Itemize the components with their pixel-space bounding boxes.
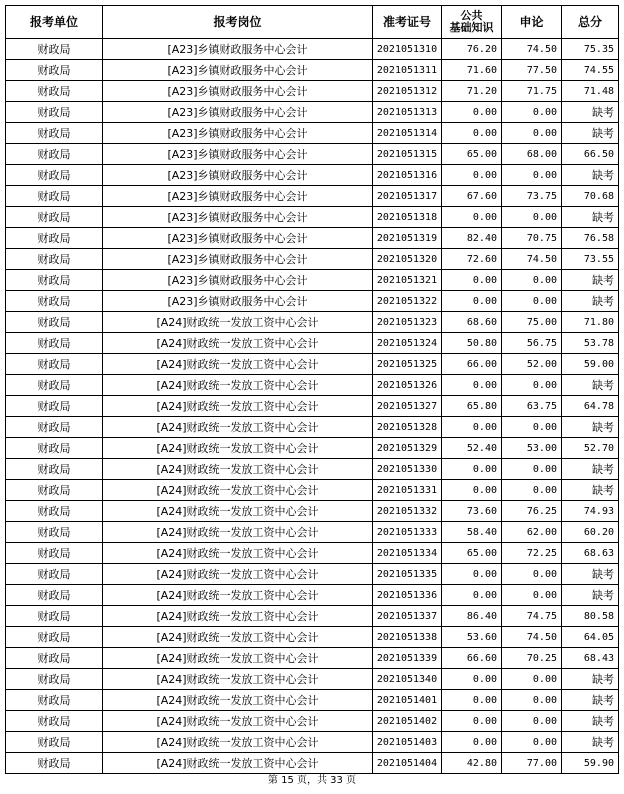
cell-exam-id: 2021051403: [373, 732, 442, 753]
cell-exam-id: 2021051329: [373, 438, 442, 459]
cell-post: [A24]财政统一发放工资中心会计: [103, 312, 373, 333]
table-row: [6, 606, 619, 627]
cell-post: [A24]财政统一发放工资中心会计: [103, 438, 373, 459]
cell-post: [A24]财政统一发放工资中心会计: [103, 690, 373, 711]
cell-exam-id: 2021051319: [373, 228, 442, 249]
cell-unit: 财政局: [6, 711, 103, 732]
cell-exam-id: 2021051324: [373, 333, 442, 354]
cell-unit: 财政局: [6, 123, 103, 144]
table-row: [6, 564, 619, 585]
cell-exam-id: 2021051314: [373, 123, 442, 144]
table-row: [6, 543, 619, 564]
cell-public-knowledge: 58.40: [442, 522, 502, 543]
cell-total: 71.48: [562, 81, 619, 102]
cell-total: 缺考: [562, 690, 619, 711]
table-row: [6, 711, 619, 732]
cell-unit: 财政局: [6, 459, 103, 480]
cell-unit: 财政局: [6, 186, 103, 207]
cell-public-knowledge: 52.40: [442, 438, 502, 459]
cell-essay: 63.75: [502, 396, 562, 417]
cell-unit: 财政局: [6, 207, 103, 228]
cell-unit: 财政局: [6, 606, 103, 627]
header-row: [6, 6, 619, 39]
cell-unit: 财政局: [6, 669, 103, 690]
cell-public-knowledge: 68.60: [442, 312, 502, 333]
table-row: [6, 249, 619, 270]
cell-exam-id: 2021051316: [373, 165, 442, 186]
cell-essay: 52.00: [502, 354, 562, 375]
table-row: [6, 627, 619, 648]
cell-post: [A24]财政统一发放工资中心会计: [103, 354, 373, 375]
cell-essay: 73.75: [502, 186, 562, 207]
cell-exam-id: 2021051332: [373, 501, 442, 522]
header-public-knowledge-line: 公共: [460, 9, 483, 22]
cell-total: 59.00: [562, 354, 619, 375]
cell-post: [A24]财政统一发放工资中心会计: [103, 606, 373, 627]
cell-total: 68.43: [562, 648, 619, 669]
cell-unit: 财政局: [6, 333, 103, 354]
cell-public-knowledge: 50.80: [442, 333, 502, 354]
cell-essay: 0.00: [502, 291, 562, 312]
cell-post: [A24]财政统一发放工资中心会计: [103, 585, 373, 606]
cell-unit: 财政局: [6, 81, 103, 102]
cell-unit: 财政局: [6, 228, 103, 249]
cell-exam-id: 2021051318: [373, 207, 442, 228]
table-row: [6, 354, 619, 375]
cell-essay: 0.00: [502, 417, 562, 438]
cell-public-knowledge: 42.80: [442, 753, 502, 774]
table-row: [6, 753, 619, 774]
cell-essay: 74.50: [502, 627, 562, 648]
cell-public-knowledge: 0.00: [442, 480, 502, 501]
cell-post: [A24]财政统一发放工资中心会计: [103, 417, 373, 438]
cell-total: 66.50: [562, 144, 619, 165]
cell-essay: 53.00: [502, 438, 562, 459]
cell-post: [A24]财政统一发放工资中心会计: [103, 648, 373, 669]
cell-post: [A23]乡镇财政服务中心会计: [103, 144, 373, 165]
cell-post: [A24]财政统一发放工资中心会计: [103, 753, 373, 774]
cell-total: 71.80: [562, 312, 619, 333]
table-row: [6, 438, 619, 459]
cell-unit: 财政局: [6, 627, 103, 648]
table-row: [6, 669, 619, 690]
cell-unit: 财政局: [6, 543, 103, 564]
cell-post: [A24]财政统一发放工资中心会计: [103, 501, 373, 522]
cell-public-knowledge: 0.00: [442, 270, 502, 291]
cell-unit: 财政局: [6, 249, 103, 270]
cell-essay: 74.50: [502, 249, 562, 270]
cell-essay: 0.00: [502, 123, 562, 144]
cell-exam-id: 2021051312: [373, 81, 442, 102]
table-row: [6, 375, 619, 396]
cell-total: 缺考: [562, 165, 619, 186]
cell-total: 59.90: [562, 753, 619, 774]
cell-essay: 74.50: [502, 39, 562, 60]
table-row: [6, 396, 619, 417]
cell-unit: 财政局: [6, 60, 103, 81]
table-row: [6, 459, 619, 480]
cell-post: [A24]财政统一发放工资中心会计: [103, 480, 373, 501]
cell-exam-id: 2021051330: [373, 459, 442, 480]
cell-total: 缺考: [562, 480, 619, 501]
cell-essay: 0.00: [502, 207, 562, 228]
cell-essay: 0.00: [502, 711, 562, 732]
table-row: [6, 480, 619, 501]
cell-public-knowledge: 0.00: [442, 417, 502, 438]
header-unit: 报考单位: [6, 6, 103, 39]
cell-essay: 0.00: [502, 564, 562, 585]
cell-unit: 财政局: [6, 354, 103, 375]
cell-exam-id: 2021051334: [373, 543, 442, 564]
table-row: [6, 522, 619, 543]
cell-essay: 70.75: [502, 228, 562, 249]
cell-total: 74.93: [562, 501, 619, 522]
cell-post: [A24]财政统一发放工资中心会计: [103, 543, 373, 564]
scores-table: [5, 5, 619, 774]
cell-post: [A23]乡镇财政服务中心会计: [103, 165, 373, 186]
cell-total: 60.20: [562, 522, 619, 543]
cell-public-knowledge: 73.60: [442, 501, 502, 522]
table-row: [6, 333, 619, 354]
cell-exam-id: 2021051321: [373, 270, 442, 291]
cell-exam-id: 2021051328: [373, 417, 442, 438]
scores-table-container: [5, 5, 618, 774]
cell-essay: 0.00: [502, 459, 562, 480]
cell-post: [A23]乡镇财政服务中心会计: [103, 81, 373, 102]
cell-public-knowledge: 0.00: [442, 165, 502, 186]
cell-essay: 74.75: [502, 606, 562, 627]
cell-post: [A24]财政统一发放工资中心会计: [103, 396, 373, 417]
table-row: [6, 81, 619, 102]
cell-unit: 财政局: [6, 438, 103, 459]
cell-total: 70.68: [562, 186, 619, 207]
cell-essay: 76.25: [502, 501, 562, 522]
cell-post: [A24]财政统一发放工资中心会计: [103, 333, 373, 354]
cell-exam-id: 2021051326: [373, 375, 442, 396]
table-row: [6, 690, 619, 711]
cell-unit: 财政局: [6, 270, 103, 291]
cell-unit: 财政局: [6, 480, 103, 501]
cell-exam-id: 2021051325: [373, 354, 442, 375]
cell-post: [A24]财政统一发放工资中心会计: [103, 732, 373, 753]
table-row: [6, 228, 619, 249]
cell-public-knowledge: 71.60: [442, 60, 502, 81]
table-row: [6, 144, 619, 165]
cell-unit: 财政局: [6, 753, 103, 774]
cell-total: 缺考: [562, 711, 619, 732]
cell-unit: 财政局: [6, 501, 103, 522]
cell-post: [A24]财政统一发放工资中心会计: [103, 627, 373, 648]
cell-total: 缺考: [562, 732, 619, 753]
table-row: [6, 585, 619, 606]
cell-public-knowledge: 67.60: [442, 186, 502, 207]
cell-total: 缺考: [562, 102, 619, 123]
cell-unit: 财政局: [6, 732, 103, 753]
header-post: 报考岗位: [103, 6, 373, 39]
cell-essay: 70.25: [502, 648, 562, 669]
cell-unit: 财政局: [6, 522, 103, 543]
cell-total: 缺考: [562, 375, 619, 396]
cell-total: 53.78: [562, 333, 619, 354]
cell-essay: 72.25: [502, 543, 562, 564]
cell-essay: 62.00: [502, 522, 562, 543]
cell-total: 80.58: [562, 606, 619, 627]
table-row: [6, 60, 619, 81]
table-row: [6, 732, 619, 753]
cell-total: 52.70: [562, 438, 619, 459]
cell-public-knowledge: 0.00: [442, 732, 502, 753]
cell-total: 76.58: [562, 228, 619, 249]
cell-public-knowledge: 71.20: [442, 81, 502, 102]
cell-public-knowledge: 86.40: [442, 606, 502, 627]
cell-post: [A24]财政统一发放工资中心会计: [103, 711, 373, 732]
cell-exam-id: 2021051331: [373, 480, 442, 501]
header-exam-id: 准考证号: [373, 6, 442, 39]
cell-essay: 0.00: [502, 375, 562, 396]
header-public-knowledge: [442, 6, 502, 39]
table-row: [6, 207, 619, 228]
cell-exam-id: 2021051313: [373, 102, 442, 123]
cell-public-knowledge: 53.60: [442, 627, 502, 648]
cell-public-knowledge: 0.00: [442, 291, 502, 312]
cell-exam-id: 2021051336: [373, 585, 442, 606]
cell-public-knowledge: 0.00: [442, 375, 502, 396]
cell-public-knowledge: 0.00: [442, 711, 502, 732]
cell-public-knowledge: 0.00: [442, 669, 502, 690]
table-row: [6, 270, 619, 291]
cell-post: [A23]乡镇财政服务中心会计: [103, 228, 373, 249]
table-body: [6, 39, 619, 774]
table-row: [6, 648, 619, 669]
cell-essay: 0.00: [502, 480, 562, 501]
cell-total: 缺考: [562, 459, 619, 480]
cell-post: [A24]财政统一发放工资中心会计: [103, 375, 373, 396]
cell-essay: 71.75: [502, 81, 562, 102]
cell-public-knowledge: 65.00: [442, 543, 502, 564]
table-row: [6, 165, 619, 186]
table-row: [6, 39, 619, 60]
table-row: [6, 312, 619, 333]
cell-public-knowledge: 0.00: [442, 207, 502, 228]
cell-post: [A23]乡镇财政服务中心会计: [103, 291, 373, 312]
cell-exam-id: 2021051317: [373, 186, 442, 207]
cell-unit: 财政局: [6, 165, 103, 186]
cell-total: 缺考: [562, 417, 619, 438]
cell-exam-id: 2021051339: [373, 648, 442, 669]
table-row: [6, 186, 619, 207]
cell-public-knowledge: 0.00: [442, 102, 502, 123]
cell-essay: 0.00: [502, 732, 562, 753]
cell-exam-id: 2021051320: [373, 249, 442, 270]
cell-exam-id: 2021051337: [373, 606, 442, 627]
cell-total: 缺考: [562, 270, 619, 291]
cell-unit: 财政局: [6, 375, 103, 396]
cell-exam-id: 2021051327: [373, 396, 442, 417]
cell-post: [A24]财政统一发放工资中心会计: [103, 522, 373, 543]
table-row: [6, 123, 619, 144]
cell-essay: 0.00: [502, 669, 562, 690]
cell-unit: 财政局: [6, 417, 103, 438]
cell-unit: 财政局: [6, 648, 103, 669]
cell-post: [A23]乡镇财政服务中心会计: [103, 207, 373, 228]
cell-unit: 财政局: [6, 312, 103, 333]
cell-total: 缺考: [562, 291, 619, 312]
cell-public-knowledge: 0.00: [442, 564, 502, 585]
cell-exam-id: 2021051333: [373, 522, 442, 543]
cell-unit: 财政局: [6, 690, 103, 711]
table-row: [6, 501, 619, 522]
cell-essay: 0.00: [502, 585, 562, 606]
cell-public-knowledge: 0.00: [442, 585, 502, 606]
cell-essay: 0.00: [502, 690, 562, 711]
cell-exam-id: 2021051322: [373, 291, 442, 312]
cell-public-knowledge: 65.00: [442, 144, 502, 165]
cell-exam-id: 2021051323: [373, 312, 442, 333]
cell-essay: 0.00: [502, 102, 562, 123]
header-essay: 申论: [502, 6, 562, 39]
cell-unit: 财政局: [6, 564, 103, 585]
cell-total: 75.35: [562, 39, 619, 60]
cell-post: [A23]乡镇财政服务中心会计: [103, 249, 373, 270]
table-row: [6, 417, 619, 438]
cell-post: [A24]财政统一发放工资中心会计: [103, 459, 373, 480]
cell-public-knowledge: 72.60: [442, 249, 502, 270]
cell-total: 74.55: [562, 60, 619, 81]
cell-post: [A23]乡镇财政服务中心会计: [103, 123, 373, 144]
table-row: [6, 291, 619, 312]
cell-exam-id: 2021051402: [373, 711, 442, 732]
cell-unit: 财政局: [6, 396, 103, 417]
cell-unit: 财政局: [6, 39, 103, 60]
cell-public-knowledge: 76.20: [442, 39, 502, 60]
cell-essay: 77.50: [502, 60, 562, 81]
cell-essay: 77.00: [502, 753, 562, 774]
cell-post: [A23]乡镇财政服务中心会计: [103, 186, 373, 207]
cell-total: 缺考: [562, 564, 619, 585]
cell-total: 缺考: [562, 585, 619, 606]
cell-public-knowledge: 65.80: [442, 396, 502, 417]
cell-exam-id: 2021051401: [373, 690, 442, 711]
cell-total: 73.55: [562, 249, 619, 270]
cell-essay: 68.00: [502, 144, 562, 165]
cell-public-knowledge: 82.40: [442, 228, 502, 249]
page-number-footer: 第 15 页，共 33 页: [267, 775, 357, 786]
cell-post: [A23]乡镇财政服务中心会计: [103, 60, 373, 81]
cell-public-knowledge: 0.00: [442, 690, 502, 711]
cell-total: 缺考: [562, 123, 619, 144]
cell-post: [A23]乡镇财政服务中心会计: [103, 39, 373, 60]
cell-exam-id: 2021051310: [373, 39, 442, 60]
table-header: [6, 6, 619, 39]
cell-exam-id: 2021051404: [373, 753, 442, 774]
cell-post: [A23]乡镇财政服务中心会计: [103, 102, 373, 123]
cell-public-knowledge: 0.00: [442, 459, 502, 480]
cell-essay: 75.00: [502, 312, 562, 333]
cell-total: 64.05: [562, 627, 619, 648]
cell-essay: 0.00: [502, 270, 562, 291]
cell-post: [A23]乡镇财政服务中心会计: [103, 270, 373, 291]
cell-total: 缺考: [562, 207, 619, 228]
header-public-knowledge-line: 基础知识: [449, 21, 494, 34]
cell-exam-id: 2021051338: [373, 627, 442, 648]
cell-public-knowledge: 66.60: [442, 648, 502, 669]
cell-exam-id: 2021051315: [373, 144, 442, 165]
cell-public-knowledge: 0.00: [442, 123, 502, 144]
cell-unit: 财政局: [6, 144, 103, 165]
cell-post: [A24]财政统一发放工资中心会计: [103, 564, 373, 585]
table-row: [6, 102, 619, 123]
cell-exam-id: 2021051311: [373, 60, 442, 81]
cell-public-knowledge: 66.00: [442, 354, 502, 375]
cell-total: 68.63: [562, 543, 619, 564]
cell-unit: 财政局: [6, 291, 103, 312]
cell-total: 缺考: [562, 669, 619, 690]
cell-exam-id: 2021051340: [373, 669, 442, 690]
cell-exam-id: 2021051335: [373, 564, 442, 585]
cell-unit: 财政局: [6, 585, 103, 606]
cell-total: 64.78: [562, 396, 619, 417]
cell-post: [A24]财政统一发放工资中心会计: [103, 669, 373, 690]
cell-essay: 56.75: [502, 333, 562, 354]
cell-unit: 财政局: [6, 102, 103, 123]
header-total: 总分: [562, 6, 619, 39]
cell-essay: 0.00: [502, 165, 562, 186]
